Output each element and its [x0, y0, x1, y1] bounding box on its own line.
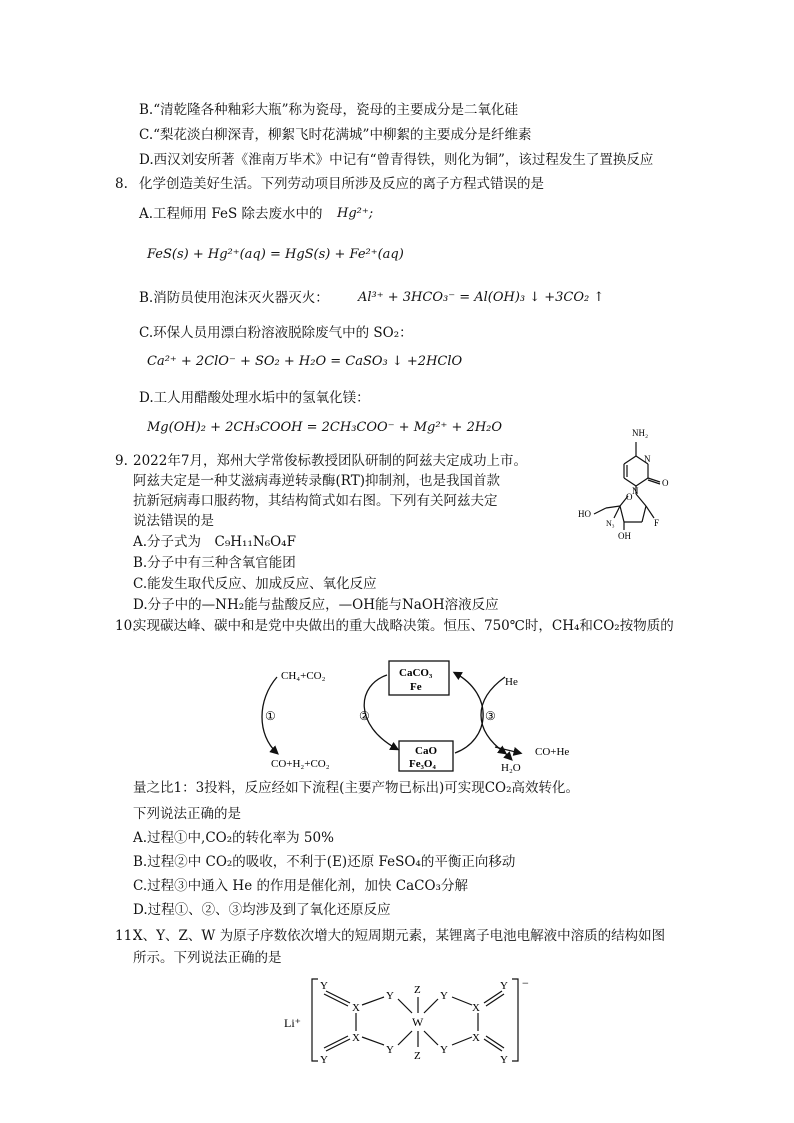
q9-line-4: 说法错误的是 — [133, 513, 214, 529]
q8-option-a-ion: Hg²⁺; — [337, 206, 374, 221]
atom-x-3: X — [472, 1002, 480, 1014]
electrolyte-salt-structure — [280, 975, 540, 1067]
q9-option-d: D.分子中的—NH₂能与盐酸反应，—OH能与NaOH溶液反应 — [133, 597, 499, 613]
q7-option-b: B.“清乾隆各种釉彩大瓶”称为瓷母，瓷母的主要成分是二氧化硅 — [139, 102, 519, 118]
q8-option-a: A.工程师用 FeS 除去废水中的 — [139, 206, 323, 222]
ring-n-label: N — [644, 454, 651, 464]
q8-option-c: C.环保人员用漂白粉溶液脱除废气中的 SO₂： — [139, 325, 413, 341]
q7-option-c: C.“梨花淡白柳深青，柳絮飞时花满城”中柳絮的主要成分是纤维素 — [139, 127, 532, 143]
q8-option-d: D.工人用醋酸处理水垢中的氢氧化镁： — [139, 390, 370, 406]
q11-line-1: X、Y、Z、W 为原子序数依次增大的短周期元素，某锂离子电池电解液中溶质的结构如图 — [133, 928, 666, 944]
anion-charge: − — [522, 976, 529, 990]
q10-line-1: 实现碳达峰、碳中和是党中央做出的重大战略决策。恒压、750℃时，CH₄和CO₂按物质的 — [133, 618, 674, 634]
q11-line-2: 所示。下列说法正确的是 — [133, 950, 282, 966]
keto-o-label: O — [662, 478, 669, 488]
q8-option-d-equation: Mg(OH)₂ + 2CH₃COOH = 2CH₃COO⁻ + Mg²⁺ + 2H₂O — [147, 420, 503, 435]
atom-x-1: X — [352, 1002, 360, 1014]
azvudine-structure — [550, 422, 680, 547]
atom-y-2: Y — [320, 1054, 328, 1066]
q8-number: 8. — [115, 176, 128, 192]
atom-y-6: Y — [440, 1044, 448, 1056]
q10-option-b: B.过程②中 CO₂的吸收，不利于(E)还原 FeSO₄的平衡正向移动 — [133, 854, 516, 870]
q11-number: 11. — [115, 928, 137, 944]
h2o-output: H₂O — [501, 762, 521, 774]
process-flow-diagram — [255, 655, 610, 775]
lithium-ion: Li⁺ — [284, 1016, 301, 1030]
atom-x-2: X — [352, 1032, 360, 1044]
atom-z-1: Z — [414, 984, 421, 996]
q10-option-a: A.过程①中,CO₂的转化率为 50% — [133, 830, 334, 846]
atom-x-4: X — [472, 1032, 480, 1044]
ring-o-label: O — [626, 492, 633, 502]
atom-y-8: Y — [500, 1054, 508, 1066]
q9-option-a: A.分子式为 C₉H₁₁N₆O₄F — [133, 534, 296, 550]
step-1-label: ① — [265, 709, 276, 723]
q7-option-d: D.西汉刘安所著《淮南万毕术》中记有“曾青得铁，则化为铜”，该过程发生了置换反应 — [139, 152, 654, 168]
atom-y-4: Y — [386, 1044, 394, 1056]
q8-option-b-equation: Al³⁺ + 3HCO₃⁻ = Al(OH)₃ ↓ +3CO₂ ↑ — [358, 290, 605, 305]
q9-option-c: C.能发生取代反应、加成反应、氧化反应 — [133, 576, 377, 592]
q9-line-2: 阿兹夫定是一种艾滋病毒逆转录酶(RT)抑制剂，也是我国首款 — [133, 473, 500, 489]
atom-y-7: Y — [500, 980, 508, 992]
q9-line-1: 2022年7月，郑州大学常俊标教授团队研制的阿兹夫定成功上市。 — [133, 453, 527, 469]
atom-y-5: Y — [440, 990, 448, 1002]
oh-label: OH — [618, 531, 631, 541]
f-label: F — [654, 518, 660, 528]
box-caco3: CaCO₃ — [399, 667, 433, 679]
q10-line-3: 下列说法正确的是 — [133, 806, 241, 822]
ring-n2-label: N — [632, 486, 639, 496]
q10-option-d: D.过程①、②、③均涉及到了氧化还原反应 — [133, 902, 391, 918]
q9-number: 9. — [115, 453, 128, 469]
box-cao: CaO — [415, 745, 437, 757]
atom-z-2: Z — [414, 1050, 421, 1062]
q9-line-3: 抗新冠病毒口服药物，其结构简式如右图。下列有关阿兹夫定 — [133, 493, 498, 509]
step-2-label: ② — [359, 709, 370, 723]
atom-y-1: Y — [320, 980, 328, 992]
input-ch4-co2: CH₄+CO₂ — [281, 670, 326, 682]
q8-stem: 化学创造美好生活。下列劳动项目所涉及反应的离子方程式错误的是 — [139, 176, 544, 192]
q8-option-b: B.消防员使用泡沫灭火器灭火： — [139, 290, 329, 306]
box-fe: Fe — [410, 681, 422, 693]
n3-label: N₃ — [606, 519, 615, 528]
q10-line-2: 量之比1：3投料，反应经如下流程(主要产物已标出)可实现CO₂高效转化。 — [133, 780, 580, 796]
atom-w: W — [412, 1015, 424, 1029]
q10-option-c: C.过程③中通入 He 的作用是催化剂，加快 CaCO₃分解 — [133, 878, 468, 894]
q8-option-c-equation: Ca²⁺ + 2ClO⁻ + SO₂ + H₂O = CaSO₃ ↓ +2HClO — [147, 354, 463, 369]
box-fe3o4: Fe₃O₄ — [409, 758, 436, 770]
q10-number: 10. — [115, 618, 137, 634]
output-co-h2-co2: CO+H₂+CO₂ — [271, 758, 330, 770]
q9-option-b: B.分子中有三种含氧官能团 — [133, 555, 296, 571]
he-input: He — [505, 676, 518, 688]
nh2-label: NH₂ — [632, 428, 649, 438]
atom-y-3: Y — [386, 990, 394, 1002]
co-he-output: CO+He — [535, 746, 570, 758]
ho-label: HO — [578, 509, 591, 519]
q8-option-a-equation: FeS(s) + Hg²⁺(aq) = HgS(s) + Fe²⁺(aq) — [147, 247, 404, 262]
step-3-label: ③ — [485, 709, 496, 723]
